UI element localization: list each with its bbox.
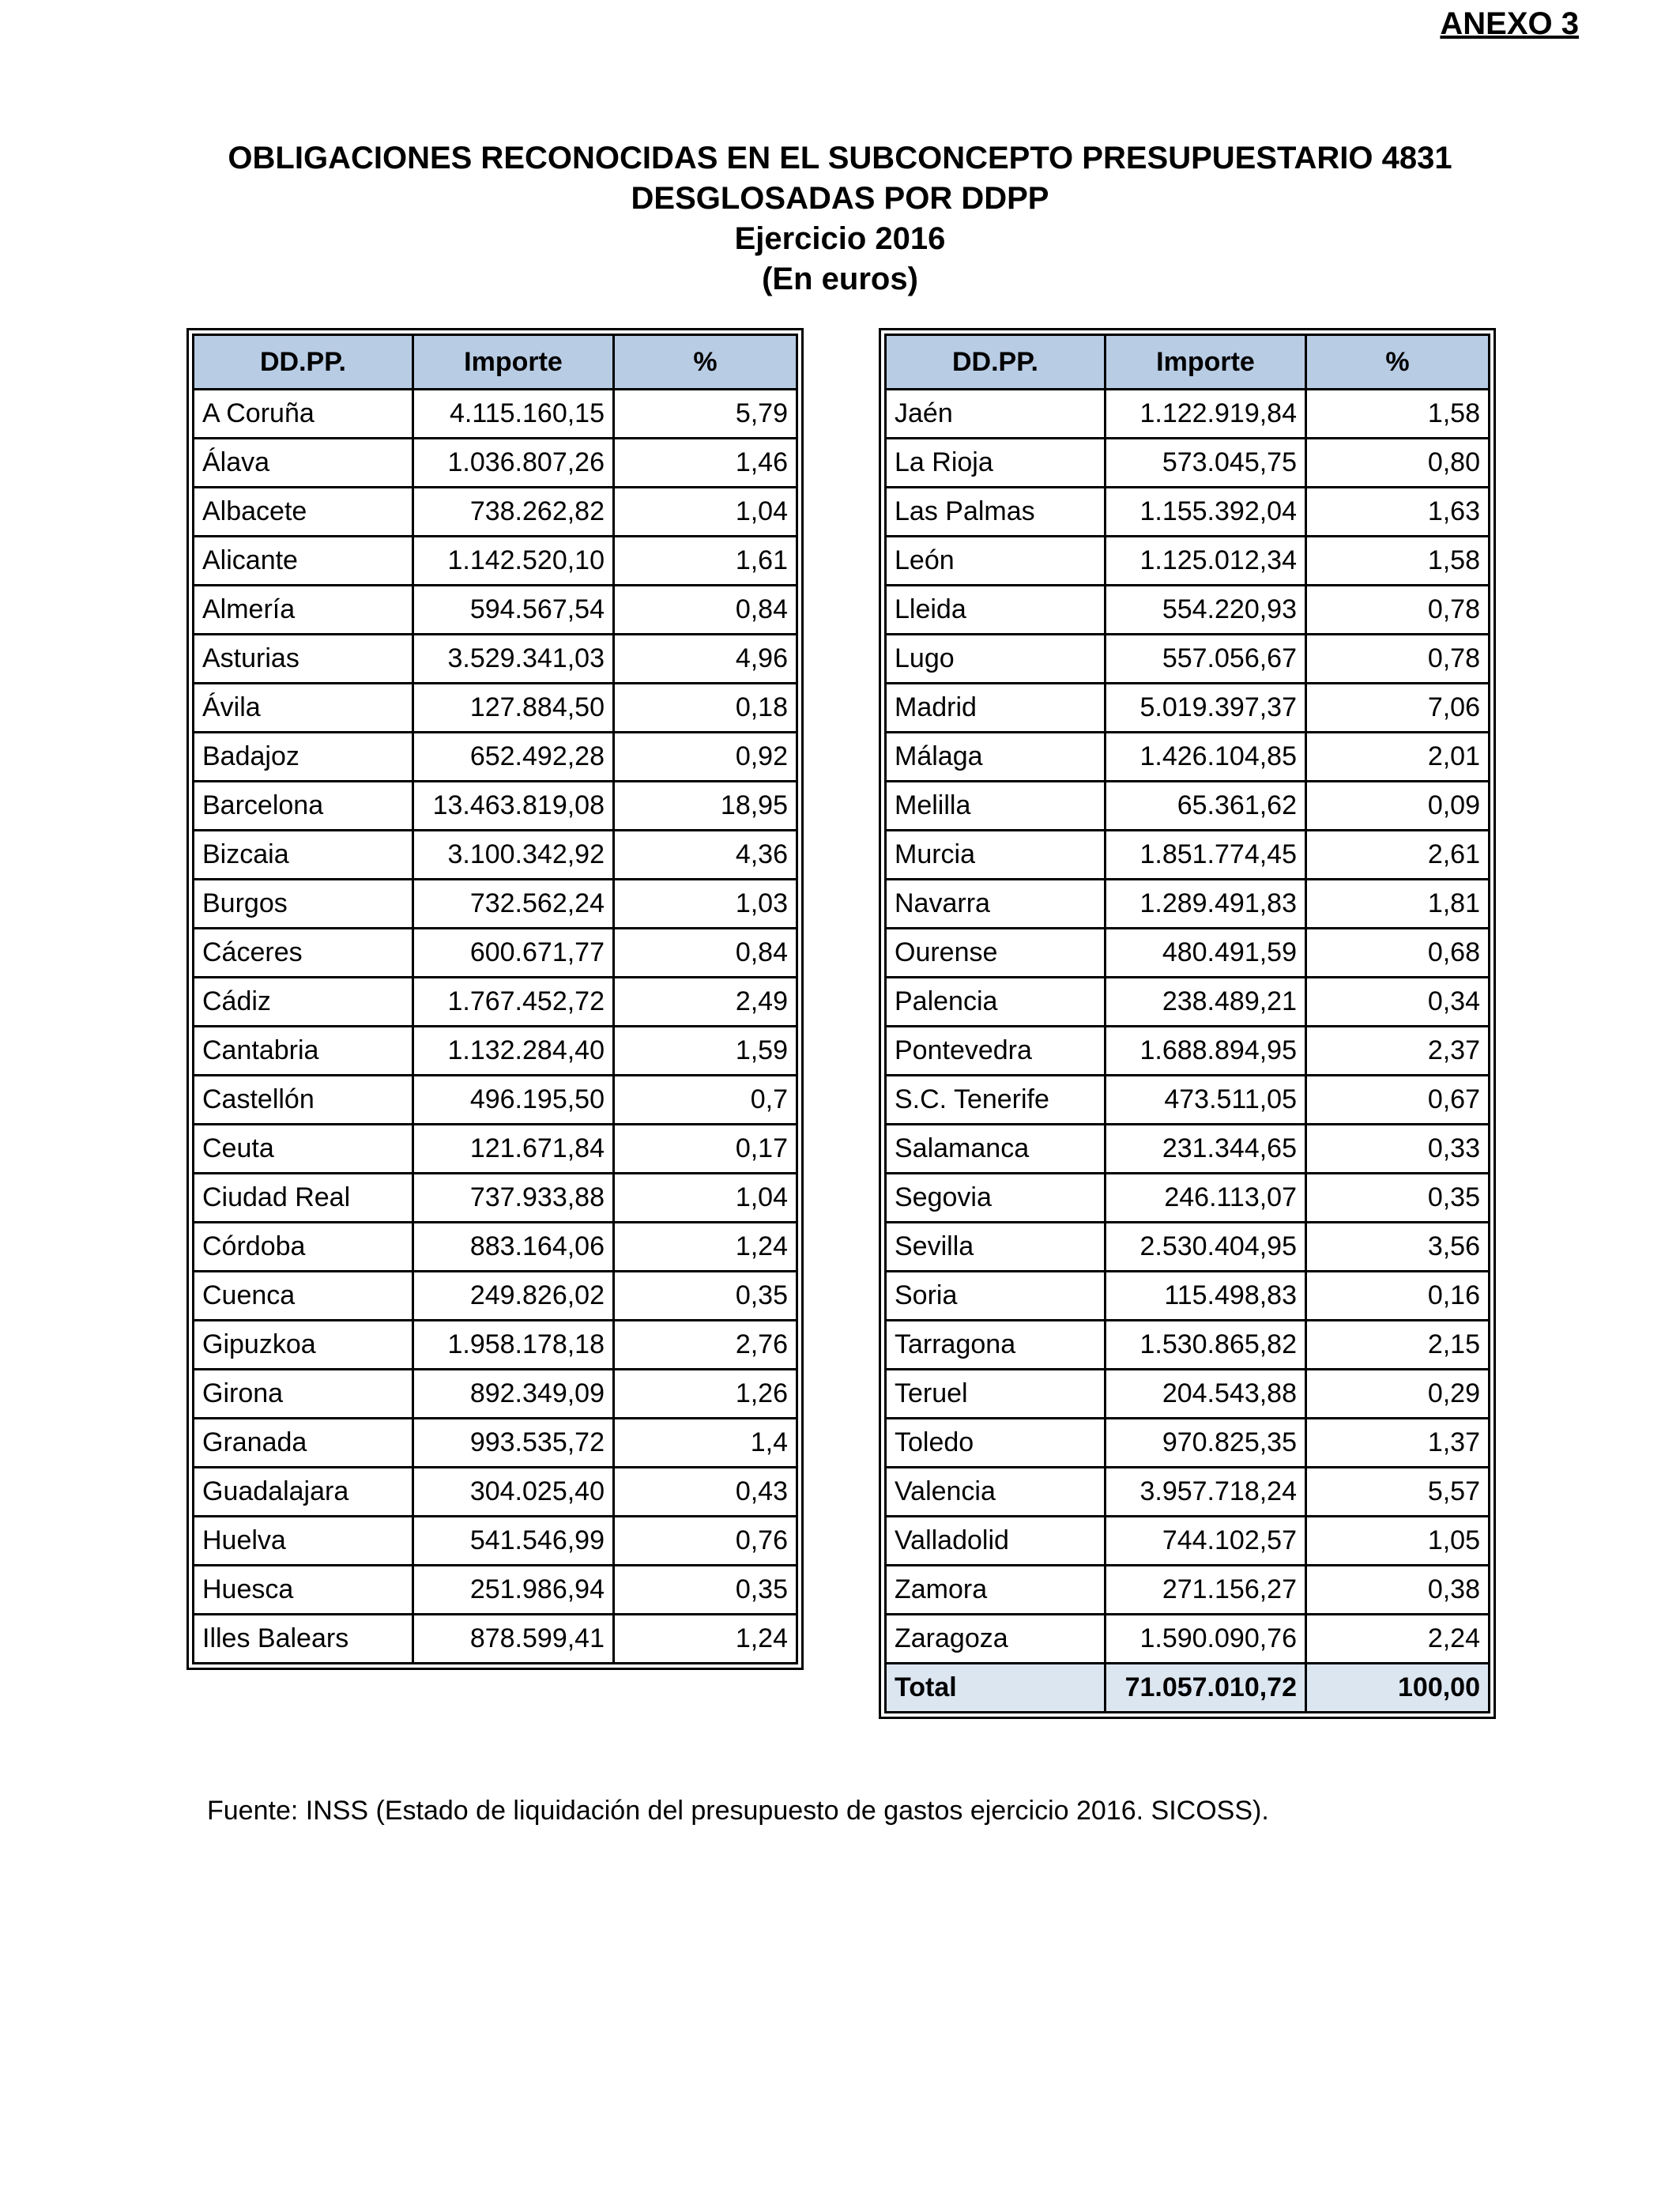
cell-pct: 1,46 (614, 439, 797, 488)
title-line-1: OBLIGACIONES RECONOCIDAS EN EL SUBCONCEPTO PRESUPUESTARIO 4831 (228, 141, 1452, 175)
cell-pct: 0,34 (1306, 978, 1490, 1027)
table-row (886, 782, 1490, 831)
cell-pct: 2,61 (1306, 831, 1490, 880)
cell-ddpp: Alicante (194, 537, 413, 586)
table-row (194, 1027, 797, 1076)
table-row (194, 586, 797, 635)
cell-pct: 0,7 (614, 1076, 797, 1125)
cell-importe: 121.671,84 (413, 1125, 614, 1174)
table-row (886, 635, 1490, 684)
table-row (194, 684, 797, 733)
table-row (194, 929, 797, 978)
cell-importe: 1.155.392,04 (1106, 488, 1306, 537)
header-pct: % (614, 335, 797, 390)
table-row (194, 1566, 797, 1615)
table-right (884, 334, 1490, 1713)
cell-ddpp: Ceuta (194, 1125, 413, 1174)
cell-ddpp: León (886, 537, 1106, 586)
table-row (194, 1076, 797, 1125)
cell-importe: 554.220,93 (1106, 586, 1306, 635)
cell-pct: 1,24 (614, 1615, 797, 1664)
cell-ddpp: Badajoz (194, 733, 413, 782)
cell-pct: 1,4 (614, 1419, 797, 1468)
cell-pct: 1,59 (614, 1027, 797, 1076)
cell-importe: 1.767.452,72 (413, 978, 614, 1027)
cell-importe: 4.115.160,15 (413, 390, 614, 439)
total-label: Total (886, 1664, 1106, 1713)
cell-pct: 0,92 (614, 733, 797, 782)
cell-ddpp: Toledo (886, 1419, 1106, 1468)
cell-ddpp: Palencia (886, 978, 1106, 1027)
cell-ddpp: Cantabria (194, 1027, 413, 1076)
cell-pct: 0,84 (614, 586, 797, 635)
cell-ddpp: A Coruña (194, 390, 413, 439)
cell-pct: 1,58 (1306, 537, 1490, 586)
cell-ddpp: Navarra (886, 880, 1106, 929)
cell-pct: 0,84 (614, 929, 797, 978)
cell-importe: 1.688.894,95 (1106, 1027, 1306, 1076)
cell-importe: 1.851.774,45 (1106, 831, 1306, 880)
table-row (886, 978, 1490, 1027)
cell-importe: 13.463.819,08 (413, 782, 614, 831)
cell-pct: 0,78 (1306, 586, 1490, 635)
cell-pct: 0,09 (1306, 782, 1490, 831)
cell-pct: 1,05 (1306, 1517, 1490, 1566)
table-row (886, 586, 1490, 635)
cell-ddpp: Granada (194, 1419, 413, 1468)
cell-ddpp: Jaén (886, 390, 1106, 439)
cell-importe: 883.164,06 (413, 1223, 614, 1272)
table-row (194, 1468, 797, 1517)
cell-importe: 251.986,94 (413, 1566, 614, 1615)
cell-ddpp: Soria (886, 1272, 1106, 1321)
table-row (194, 1321, 797, 1370)
cell-pct: 0,18 (614, 684, 797, 733)
table-row (886, 1125, 1490, 1174)
table-row (886, 1076, 1490, 1125)
table-row (886, 1272, 1490, 1321)
cell-pct: 4,36 (614, 831, 797, 880)
cell-ddpp: Lleida (886, 586, 1106, 635)
cell-ddpp: Barcelona (194, 782, 413, 831)
cell-ddpp: Girona (194, 1370, 413, 1419)
cell-pct: 1,81 (1306, 880, 1490, 929)
table-row (194, 733, 797, 782)
cell-importe: 496.195,50 (413, 1076, 614, 1125)
cell-ddpp: Cuenca (194, 1272, 413, 1321)
table-row (194, 1223, 797, 1272)
cell-importe: 1.590.090,76 (1106, 1615, 1306, 1664)
cell-ddpp: La Rioja (886, 439, 1106, 488)
table-row (194, 439, 797, 488)
cell-importe: 993.535,72 (413, 1419, 614, 1468)
title-line-3: Ejercicio 2016 (734, 221, 946, 256)
cell-importe: 744.102,57 (1106, 1517, 1306, 1566)
table-row (194, 390, 797, 439)
cell-importe: 480.491,59 (1106, 929, 1306, 978)
table-row (194, 1615, 797, 1664)
table-row (886, 1370, 1490, 1419)
cell-importe: 271.156,27 (1106, 1566, 1306, 1615)
cell-pct: 0,80 (1306, 439, 1490, 488)
cell-importe: 3.100.342,92 (413, 831, 614, 880)
document-title (0, 138, 1680, 300)
cell-ddpp: Bizcaia (194, 831, 413, 880)
cell-pct: 1,04 (614, 1174, 797, 1223)
cell-ddpp: Castellón (194, 1076, 413, 1125)
cell-pct: 0,78 (1306, 635, 1490, 684)
cell-pct: 0,35 (614, 1566, 797, 1615)
cell-ddpp: Zaragoza (886, 1615, 1106, 1664)
cell-ddpp: Sevilla (886, 1223, 1106, 1272)
table-header-row (886, 335, 1490, 390)
cell-pct: 18,95 (614, 782, 797, 831)
cell-importe: 738.262,82 (413, 488, 614, 537)
cell-importe: 238.489,21 (1106, 978, 1306, 1027)
cell-ddpp: Almería (194, 586, 413, 635)
cell-pct: 0,68 (1306, 929, 1490, 978)
table-right-body (886, 390, 1490, 1664)
cell-ddpp: Burgos (194, 880, 413, 929)
cell-importe: 1.289.491,83 (1106, 880, 1306, 929)
cell-pct: 4,96 (614, 635, 797, 684)
cell-pct: 2,37 (1306, 1027, 1490, 1076)
cell-importe: 600.671,77 (413, 929, 614, 978)
cell-pct: 7,06 (1306, 684, 1490, 733)
cell-pct: 5,57 (1306, 1468, 1490, 1517)
table-row (886, 488, 1490, 537)
total-row (886, 1664, 1490, 1713)
annex-label: ANEXO 3 (1440, 6, 1579, 41)
cell-importe: 65.361,62 (1106, 782, 1306, 831)
cell-ddpp: Illes Balears (194, 1615, 413, 1664)
cell-pct: 1,26 (614, 1370, 797, 1419)
cell-pct: 0,17 (614, 1125, 797, 1174)
cell-ddpp: Álava (194, 439, 413, 488)
cell-pct: 0,38 (1306, 1566, 1490, 1615)
cell-pct: 3,56 (1306, 1223, 1490, 1272)
cell-importe: 652.492,28 (413, 733, 614, 782)
cell-importe: 878.599,41 (413, 1615, 614, 1664)
table-row (886, 390, 1490, 439)
cell-importe: 1.125.012,34 (1106, 537, 1306, 586)
table-row (886, 1566, 1490, 1615)
cell-importe: 304.025,40 (413, 1468, 614, 1517)
cell-pct: 0,67 (1306, 1076, 1490, 1125)
table-row (194, 1272, 797, 1321)
cell-importe: 231.344,65 (1106, 1125, 1306, 1174)
cell-pct: 2,01 (1306, 733, 1490, 782)
total-importe: 71.057.010,72 (1106, 1664, 1306, 1713)
cell-pct: 1,61 (614, 537, 797, 586)
cell-pct: 0,33 (1306, 1125, 1490, 1174)
cell-ddpp: Cáceres (194, 929, 413, 978)
cell-importe: 970.825,35 (1106, 1419, 1306, 1468)
table-row (886, 1223, 1490, 1272)
cell-ddpp: Salamanca (886, 1125, 1106, 1174)
cell-ddpp: Tarragona (886, 1321, 1106, 1370)
header-ddpp: DD.PP. (886, 335, 1106, 390)
table-row (194, 1419, 797, 1468)
cell-importe: 2.530.404,95 (1106, 1223, 1306, 1272)
cell-ddpp: Guadalajara (194, 1468, 413, 1517)
table-row (886, 929, 1490, 978)
cell-importe: 1.036.807,26 (413, 439, 614, 488)
header-importe: Importe (1106, 335, 1306, 390)
cell-ddpp: Huesca (194, 1566, 413, 1615)
cell-importe: 204.543,88 (1106, 1370, 1306, 1419)
cell-importe: 573.045,75 (1106, 439, 1306, 488)
table-row (886, 1321, 1490, 1370)
cell-pct: 0,76 (614, 1517, 797, 1566)
cell-pct: 2,24 (1306, 1615, 1490, 1664)
table-row (886, 880, 1490, 929)
table-row (194, 537, 797, 586)
cell-importe: 557.056,67 (1106, 635, 1306, 684)
table-left-body (194, 390, 797, 1664)
cell-importe: 1.530.865,82 (1106, 1321, 1306, 1370)
cell-ddpp: Murcia (886, 831, 1106, 880)
cell-ddpp: Málaga (886, 733, 1106, 782)
table-row (194, 831, 797, 880)
cell-ddpp: Ciudad Real (194, 1174, 413, 1223)
table-row (886, 1419, 1490, 1468)
cell-importe: 115.498,83 (1106, 1272, 1306, 1321)
table-row (886, 1468, 1490, 1517)
table-row (194, 1125, 797, 1174)
cell-ddpp: Segovia (886, 1174, 1106, 1223)
table-row (886, 1517, 1490, 1566)
table-row (886, 537, 1490, 586)
cell-ddpp: Valencia (886, 1468, 1106, 1517)
cell-ddpp: Gipuzkoa (194, 1321, 413, 1370)
cell-ddpp: Zamora (886, 1566, 1106, 1615)
cell-importe: 246.113,07 (1106, 1174, 1306, 1223)
cell-pct: 1,37 (1306, 1419, 1490, 1468)
cell-pct: 5,79 (614, 390, 797, 439)
cell-pct: 1,58 (1306, 390, 1490, 439)
cell-ddpp: Valladolid (886, 1517, 1106, 1566)
table-row (194, 782, 797, 831)
cell-ddpp: S.C. Tenerife (886, 1076, 1106, 1125)
table-row (194, 488, 797, 537)
cell-ddpp: Córdoba (194, 1223, 413, 1272)
cell-pct: 1,03 (614, 880, 797, 929)
cell-importe: 541.546,99 (413, 1517, 614, 1566)
cell-pct: 0,35 (1306, 1174, 1490, 1223)
table-row (194, 1517, 797, 1566)
cell-importe: 737.933,88 (413, 1174, 614, 1223)
cell-ddpp: Teruel (886, 1370, 1106, 1419)
cell-ddpp: Madrid (886, 684, 1106, 733)
cell-importe: 892.349,09 (413, 1370, 614, 1419)
cell-pct: 2,76 (614, 1321, 797, 1370)
cell-ddpp: Pontevedra (886, 1027, 1106, 1076)
title-line-2: DESGLOSADAS POR DDPP (631, 181, 1049, 216)
cell-importe: 473.511,05 (1106, 1076, 1306, 1125)
table-left (192, 334, 798, 1664)
cell-ddpp: Huelva (194, 1517, 413, 1566)
cell-importe: 3.957.718,24 (1106, 1468, 1306, 1517)
cell-importe: 594.567,54 (413, 586, 614, 635)
table-header-row (194, 335, 797, 390)
source-note: Fuente: INSS (Estado de liquidación del presupuesto de gastos ejercicio 2016. SICOSS). (207, 1796, 1269, 1826)
title-line-4: (En euros) (762, 262, 918, 296)
cell-importe: 3.529.341,03 (413, 635, 614, 684)
cell-pct: 1,04 (614, 488, 797, 537)
cell-pct: 1,24 (614, 1223, 797, 1272)
cell-ddpp: Ourense (886, 929, 1106, 978)
cell-ddpp: Asturias (194, 635, 413, 684)
cell-pct: 2,49 (614, 978, 797, 1027)
table-row (194, 635, 797, 684)
cell-importe: 1.122.919,84 (1106, 390, 1306, 439)
table-row (194, 1370, 797, 1419)
cell-importe: 5.019.397,37 (1106, 684, 1306, 733)
table-row (194, 880, 797, 929)
cell-ddpp: Albacete (194, 488, 413, 537)
cell-ddpp: Melilla (886, 782, 1106, 831)
cell-importe: 732.562,24 (413, 880, 614, 929)
cell-pct: 0,29 (1306, 1370, 1490, 1419)
table-row (886, 1027, 1490, 1076)
cell-importe: 1.142.520,10 (413, 537, 614, 586)
cell-ddpp: Cádiz (194, 978, 413, 1027)
cell-importe: 1.426.104,85 (1106, 733, 1306, 782)
table-row (886, 684, 1490, 733)
table-row (886, 1615, 1490, 1664)
table-row (886, 733, 1490, 782)
cell-pct: 0,43 (614, 1468, 797, 1517)
table-row (886, 439, 1490, 488)
cell-pct: 2,15 (1306, 1321, 1490, 1370)
cell-pct: 1,63 (1306, 488, 1490, 537)
cell-ddpp: Las Palmas (886, 488, 1106, 537)
header-pct: % (1306, 335, 1490, 390)
cell-importe: 127.884,50 (413, 684, 614, 733)
table-row (886, 1174, 1490, 1223)
header-ddpp: DD.PP. (194, 335, 413, 390)
table-row (194, 1174, 797, 1223)
cell-pct: 0,35 (614, 1272, 797, 1321)
cell-ddpp: Lugo (886, 635, 1106, 684)
cell-importe: 1.132.284,40 (413, 1027, 614, 1076)
table-row (194, 978, 797, 1027)
total-pct: 100,00 (1306, 1664, 1490, 1713)
cell-importe: 249.826,02 (413, 1272, 614, 1321)
cell-importe: 1.958.178,18 (413, 1321, 614, 1370)
cell-ddpp: Ávila (194, 684, 413, 733)
header-importe: Importe (413, 335, 614, 390)
table-row (886, 831, 1490, 880)
cell-pct: 0,16 (1306, 1272, 1490, 1321)
